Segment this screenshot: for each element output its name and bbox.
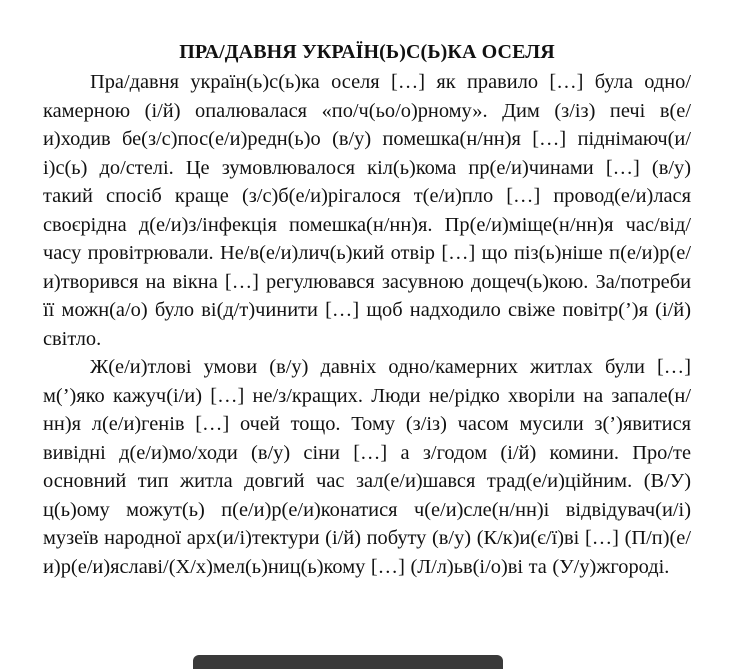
document-page: [43, 38, 691, 581]
paragraph-2: Ж(е/и)тлові умови (в/у) давніх одно/камерних житлах були […] м(’)яко кажуч(і/и) […] не/з/кращих. Люди не/рідко хворіли на запале(н/нн)я л(е/и)генів […] очей тощо. Тому (з/із) часом мусили з(’)явитися вивідні д(е/и)мо/ходи (в/у) сіни […] а з/годом (і/й) комини. Про/те основний тип житла довгий час зал(е/и)шався трад(е/и)ційним. (В/У) ц(ь)ому можут(ь) п(е/и)р(е/и)конатися ч(е/и)сле(н/нн)і відвідувач(и/і) музеїв народної арх(и/і)тектури (і/й) побуту (в/у) (К/к)и(є/ї)ві […] (П/п)(е/и)р(е/и)яславі/(Х/х)мел(ь)ниц(ь)кому […] (Л/л)ьв(і/о)ві та (У/у)жгороді.: [43, 356, 691, 578]
paragraph-1: Пра/давня україн(ь)с(ь)ка оселя […] як правило […] була одно/камерною (і/й) опалювалася «по/ч(ьо/о)рному». Дим (з/із) печі в(е/и)ходив бе(з/с)пос(е/и)редн(ь)о (в/у) помешка(н/нн)я […] піднімаюч(и/і)с(ь) до/стелі. Це зумовлювалося кіл(ь)кома пр(е/и)чинами […] (в/у) такий спосіб краще (з/с)б(е/и)рігалося т(е/и)пло […] провод(е/и)лася своєрідна д(е/и)з/інфекція помешка(н/нн)я. Пр(е/и)міще(н/нн)я час/від/часу провітрювали. Не/в(е/и)лич(ь)кий отвір […] що піз(ь)ніше п(е/и)р(е/и)творився на вікна […] регулювався засувною дощеч(ь)кою. За/потреби її можн(а/о) було ві(д/т)чинити […] щоб надходило свіже повітр(’)я (і/й) світло.: [43, 71, 691, 350]
document-title: ПРА/ДАВНЯ УКРАЇН(Ь)С(Ь)КА ОСЕЛЯ: [179, 41, 555, 63]
bottom-toolbar[interactable]: [193, 655, 503, 669]
